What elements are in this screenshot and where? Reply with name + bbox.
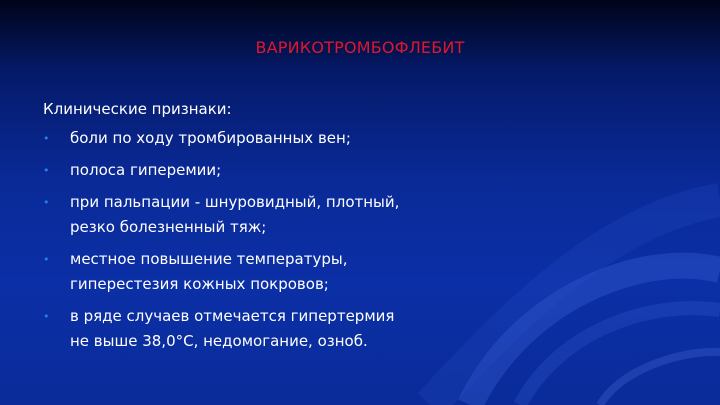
list-item [43,126,683,151]
slide-title: ВАРИКОТРОМБОФЛЕБИТ [255,38,465,57]
list-item [43,247,683,297]
slide-body [43,97,683,361]
bullet-icon: • [43,310,50,323]
list-item-text: боли по ходу тромбированных вен; [70,129,351,147]
list-item-text-continued: резко болезненный тяж; [70,218,267,236]
list-item [43,190,683,240]
symptoms-list [43,126,683,354]
bullet-icon: • [43,253,50,266]
list-item [43,304,683,354]
list-item-text-continued: гиперестезия кожных покровов; [70,275,329,293]
list-item-text: при пальпации - шнуровидный, плотный, [70,193,400,211]
intro-text: Клинические признаки: [43,100,232,118]
list-item-text: местное повышение температуры, [70,250,348,268]
bullet-icon: • [43,196,50,209]
bullet-icon: • [43,164,50,177]
list-item-text-continued: не выше 38,0°С, недомогание, озноб. [70,332,368,350]
list-item-text: полоса гиперемии; [70,161,222,179]
bullet-icon: • [43,132,50,145]
list-item-text: в ряде случаев отмечается гипертермия [70,307,395,325]
list-item [43,158,683,183]
